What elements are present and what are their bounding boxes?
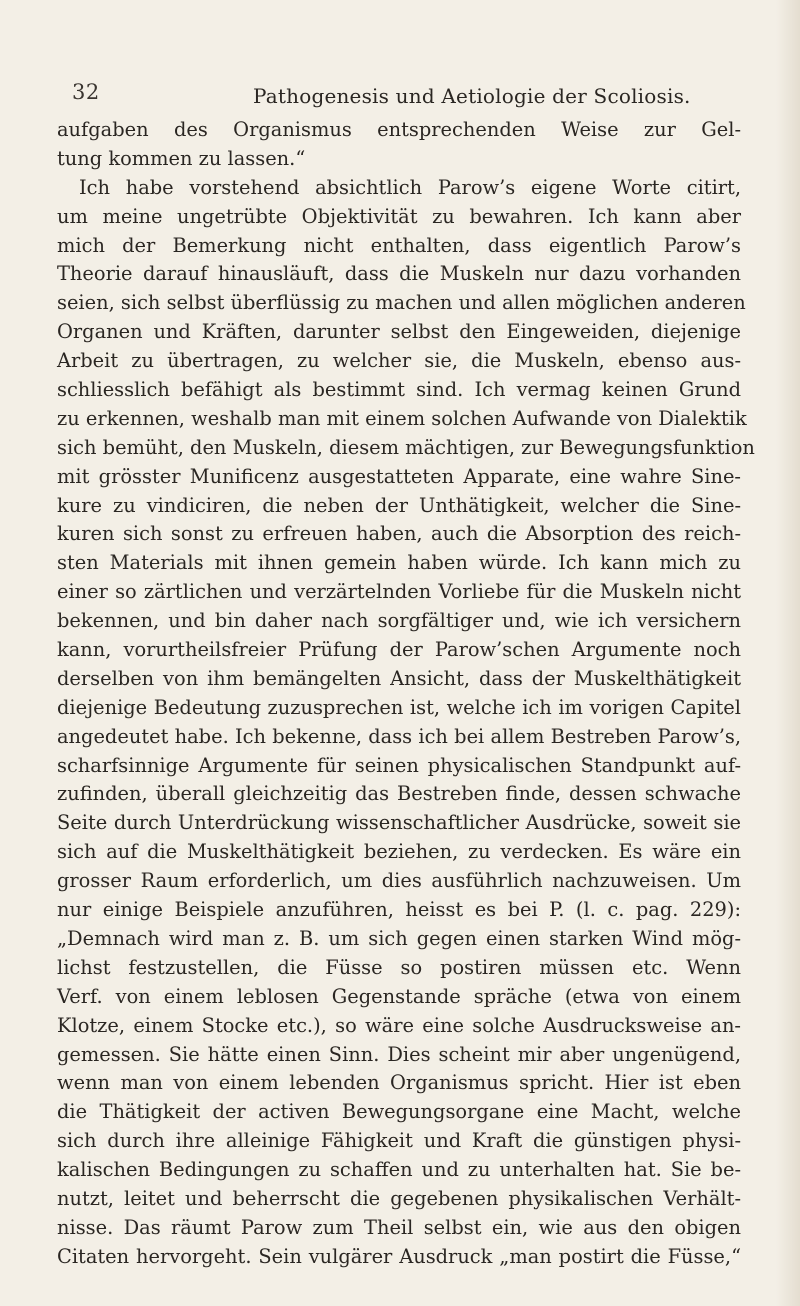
text-line: sten Materials mit ihnen gemein haben würde. Ich kann mich zu bbox=[57, 551, 741, 575]
text-line: sich auf die Muskelthätigkeit beziehen, zu verdecken. Es wäre ein bbox=[57, 840, 741, 864]
text-line: wenn man von einem lebenden Organismus spricht. Hier ist eben bbox=[57, 1071, 741, 1095]
page-edge-shadow bbox=[776, 0, 800, 1306]
text-line: kann, vorurtheilsfreier Prüfung der Parow’schen Argumente noch bbox=[57, 638, 741, 662]
text-line: kalischen Bedingungen zu schaffen und zu unterhalten hat. Sie be- bbox=[57, 1158, 741, 1182]
text-line: kuren sich sonst zu erfreuen haben, auch die Absorption des reich- bbox=[57, 522, 741, 546]
text-line: nutzt, leitet und beherrscht die gegebenen physikalischen Verhält- bbox=[57, 1186, 741, 1210]
text-line: seien, sich selbst überflüssig zu machen und allen möglichen anderen bbox=[57, 291, 746, 315]
text-line: gemessen. Sie hätte einen Sinn. Dies scheint mir aber ungenügend, bbox=[57, 1042, 741, 1066]
text-line: sich bemüht, den Muskeln, diesem mächtigen, zur Bewegungsfunktion bbox=[57, 435, 755, 459]
text-line: um meine ungetrübte Objektivität zu bewahren. Ich kann aber bbox=[57, 204, 741, 228]
text-line: nur einige Beispiele anzuführen, heisst es bei P. (l. c. pag. 229): bbox=[57, 898, 741, 922]
text-line: derselben von ihm bemängelten Ansicht, dass der Muskelthätigkeit bbox=[57, 666, 741, 690]
page-number: 32 bbox=[72, 80, 100, 104]
text-line: „Demnach wird man z. B. um sich gegen einen starken Wind mög- bbox=[57, 926, 741, 950]
text-line: einer so zärtlichen und verzärtelnden Vorliebe für die Muskeln nicht bbox=[57, 580, 741, 604]
text-line: zufinden, überall gleichzeitig das Bestreben finde, dessen schwache bbox=[57, 782, 741, 806]
text-line: nisse. Das räumt Parow zum Theil selbst ein, wie aus den obigen bbox=[57, 1215, 741, 1239]
text-line: Citaten hervorgeht. Sein vulgärer Ausdruck „man postirt die Füsse,“ bbox=[57, 1244, 741, 1268]
body-text bbox=[57, 116, 755, 1272]
text-line: die Thätigkeit der activen Bewegungsorgane eine Macht, welche bbox=[57, 1100, 741, 1124]
text-line: Seite durch Unterdrückung wissenschaftlicher Ausdrücke, soweit sie bbox=[57, 811, 741, 835]
text-line: aufgaben des Organismus entsprechenden Weise zur Gel- bbox=[57, 118, 741, 141]
text-line: schliesslich befähigt als bestimmt sind. Ich vermag keinen Grund bbox=[57, 378, 741, 402]
text-line: grosser Raum erforderlich, um dies ausführlich nachzuweisen. Um bbox=[57, 869, 741, 893]
text-line: bekennen, und bin daher nach sorgfältiger und, wie ich versichern bbox=[57, 609, 741, 633]
text-line: scharfsinnige Argumente für seinen physicalischen Standpunkt auf- bbox=[57, 753, 741, 777]
text-line: Klotze, einem Stocke etc.), so wäre eine solche Ausdrucksweise an- bbox=[57, 1013, 741, 1037]
running-title: Pathogenesis und Aetiologie der Scoliosis. bbox=[253, 84, 691, 108]
text-line: kure zu vindiciren, die neben der Unthätigkeit, welcher die Sine- bbox=[57, 493, 741, 517]
text-line: tung kommen zu lassen.“ bbox=[57, 146, 306, 170]
text-line: Arbeit zu übertragen, zu welcher sie, die Muskeln, ebenso aus- bbox=[57, 349, 741, 373]
text-line: diejenige Bedeutung zuzusprechen ist, welche ich im vorigen Capitel bbox=[57, 695, 741, 719]
text-line: sich durch ihre alleinige Fähigkeit und Kraft die günstigen physi- bbox=[57, 1129, 741, 1153]
text-line: Theorie darauf hinausläuft, dass die Muskeln nur dazu vorhanden bbox=[57, 262, 741, 286]
text-line: angedeutet habe. Ich bekenne, dass ich bei allem Bestreben Parow’s, bbox=[57, 724, 741, 748]
text-line: Verf. von einem leblosen Gegenstande spräche (etwa von einem bbox=[57, 984, 741, 1008]
text-line: lichst festzustellen, die Füsse so postiren müssen etc. Wenn bbox=[57, 955, 741, 979]
text-line: zu erkennen, weshalb man mit einem solchen Aufwande von Dialektik bbox=[57, 406, 747, 430]
text-line: Ich habe vorstehend absichtlich Parow’s eigene Worte citirt, bbox=[79, 175, 741, 199]
text-line: mit grösster Munificenz ausgestatteten Apparate, eine wahre Sine- bbox=[57, 464, 741, 488]
text-line: mich der Bemerkung nicht enthalten, dass eigentlich Parow’s bbox=[57, 233, 741, 257]
text-line: Organen und Kräften, darunter selbst den Eingeweiden, diejenige bbox=[57, 320, 741, 344]
